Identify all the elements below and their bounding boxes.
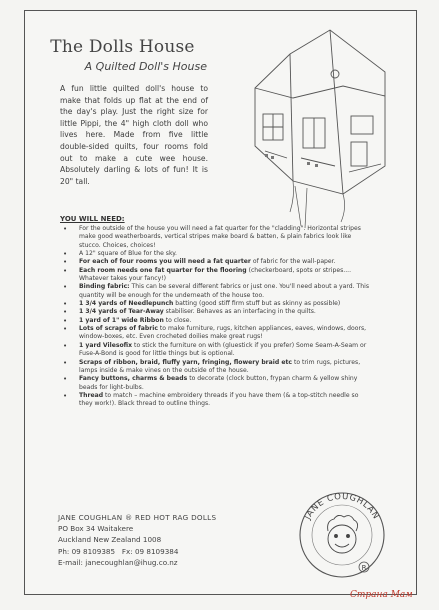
item-bold: Lots of scraps of fabric [79, 325, 158, 333]
list-item [59, 225, 373, 250]
list-item [59, 283, 373, 300]
contact-block [58, 512, 288, 568]
bullet-icon: • [63, 258, 68, 267]
item-text: (checkerboard, spots or stripes.... Whatever takes your fancy!) [79, 266, 352, 283]
item-bold: 1 3/4 yards of Tear-Away [79, 308, 164, 316]
bullet-icon: • [63, 308, 68, 317]
list-item [59, 258, 373, 266]
item-text: to stick the furniture on with (gluestick if you prefer) Some Seam-A-Seam or Fuse-A-Bond is good for little things but is optional. [79, 341, 367, 358]
company-name: JANE COUGHLAN ® RED HOT RAG DOLLS [58, 513, 217, 522]
list-item [59, 325, 373, 342]
list-item [59, 392, 373, 409]
item-text: to match – machine embroidery threads if you have them (& a top-stitch needle so they work!). Black thread to outline things. [79, 391, 359, 408]
bullet-icon: • [63, 266, 68, 275]
bullet-icon: • [63, 358, 68, 367]
bullet-icon: • [63, 375, 68, 384]
bullet-icon: • [63, 316, 68, 325]
intro-paragraph: A fun little quilted doll's house to make that folds up flat at the end of the day's play. Just the right size for little Pippi, the 4" high cloth doll who lives here. Made from five little double-sided quilts, four rooms fold out to make a cute wee house. Absolutely darling & lots of fun! It is 20" tall. [60, 84, 208, 186]
phone-fax: Ph: 09 8109385 Fx: 09 8109384 [58, 546, 179, 556]
list-item [59, 359, 373, 376]
page-title: The Dolls House [50, 37, 195, 57]
list-item [59, 342, 373, 359]
address-line-1: PO Box 34 Waitakere [58, 524, 134, 534]
watermark: Страна Мам [350, 590, 413, 600]
item-bold: Each room needs one fat quarter for the flooring [79, 266, 247, 274]
bullet-icon: • [63, 283, 68, 292]
logo-text: JANE COUGHLAN [302, 491, 381, 522]
item-text: of fabric for the wall-paper. [250, 258, 336, 266]
item-text: to trim rugs, pictures, lamps inside & make vines on the outside of the house. [79, 358, 361, 374]
address-line-2: Auckland New Zealand 1008 [58, 535, 162, 545]
item-bold: Thread [79, 391, 104, 399]
bullet-icon: • [63, 325, 68, 334]
item-text: A 12" square of Blue for the sky. [79, 250, 177, 258]
item-bold: 1 3/4 yards of Needlepunch [79, 300, 174, 308]
item-text: to make furniture, rugs, kitchen appliances, eaves, windows, doors, window-boxes, etc. Even crocheted doilies make great rugs! [79, 325, 367, 341]
item-bold: Fancy buttons, charms & beads [79, 375, 188, 383]
list-item [59, 250, 373, 258]
item-text: to decorate (clock button, frypan charm & yellow shiny beads for light-bulbs. [79, 375, 358, 391]
item-text: This can be several different fabrics or just one. You'll need about a yard. This quantity will be enough for the underneath of the house too. [79, 283, 369, 299]
item-bold: Binding fabric: [79, 283, 130, 291]
registered-mark: R [361, 564, 367, 572]
bullet-icon: • [63, 300, 68, 309]
dolls-house-illustration [235, 26, 387, 231]
list-item [59, 375, 373, 392]
list-item [59, 300, 373, 308]
list-item [59, 317, 373, 325]
item-bold: 1 yard Vilesofix [79, 341, 133, 349]
jane-coughlan-logo [292, 483, 392, 583]
page-subtitle: A Quilted Doll's House [84, 60, 207, 73]
item-text: For the outside of the house you will need a fat quarter for the "cladding". Horizontal stripes make good weatherboards, vertical stripes make board & batten, & plain fabrics look like stucco. Choices, choices! [79, 225, 361, 249]
you-will-need-heading: YOU WILL NEED: [60, 215, 125, 223]
bullet-icon: • [63, 250, 68, 259]
materials-list [59, 225, 373, 409]
bullet-icon: • [63, 391, 68, 400]
list-item [59, 267, 373, 284]
item-text: to close. [163, 316, 192, 324]
item-bold: For each of four rooms you will need a fat quarter [79, 258, 251, 266]
item-bold: Scraps of ribbon, braid, fluffy yarn, fringing, flowery braid etc [79, 358, 293, 366]
bullet-icon: • [63, 225, 68, 233]
item-text: stabiliser. Behaves as an interfacing in the quilts. [163, 308, 316, 316]
email-address: E-mail: janecoughlan@ihug.co.nz [58, 557, 178, 567]
item-bold: 1 yard of 1" wide Ribbon [79, 316, 164, 324]
svg-text:JANE COUGHLAN [303, 492, 381, 522]
item-text: batting (good stiff firm stuff but as skinny as possible) [173, 300, 341, 308]
list-item [59, 308, 373, 316]
bullet-icon: • [63, 341, 68, 350]
